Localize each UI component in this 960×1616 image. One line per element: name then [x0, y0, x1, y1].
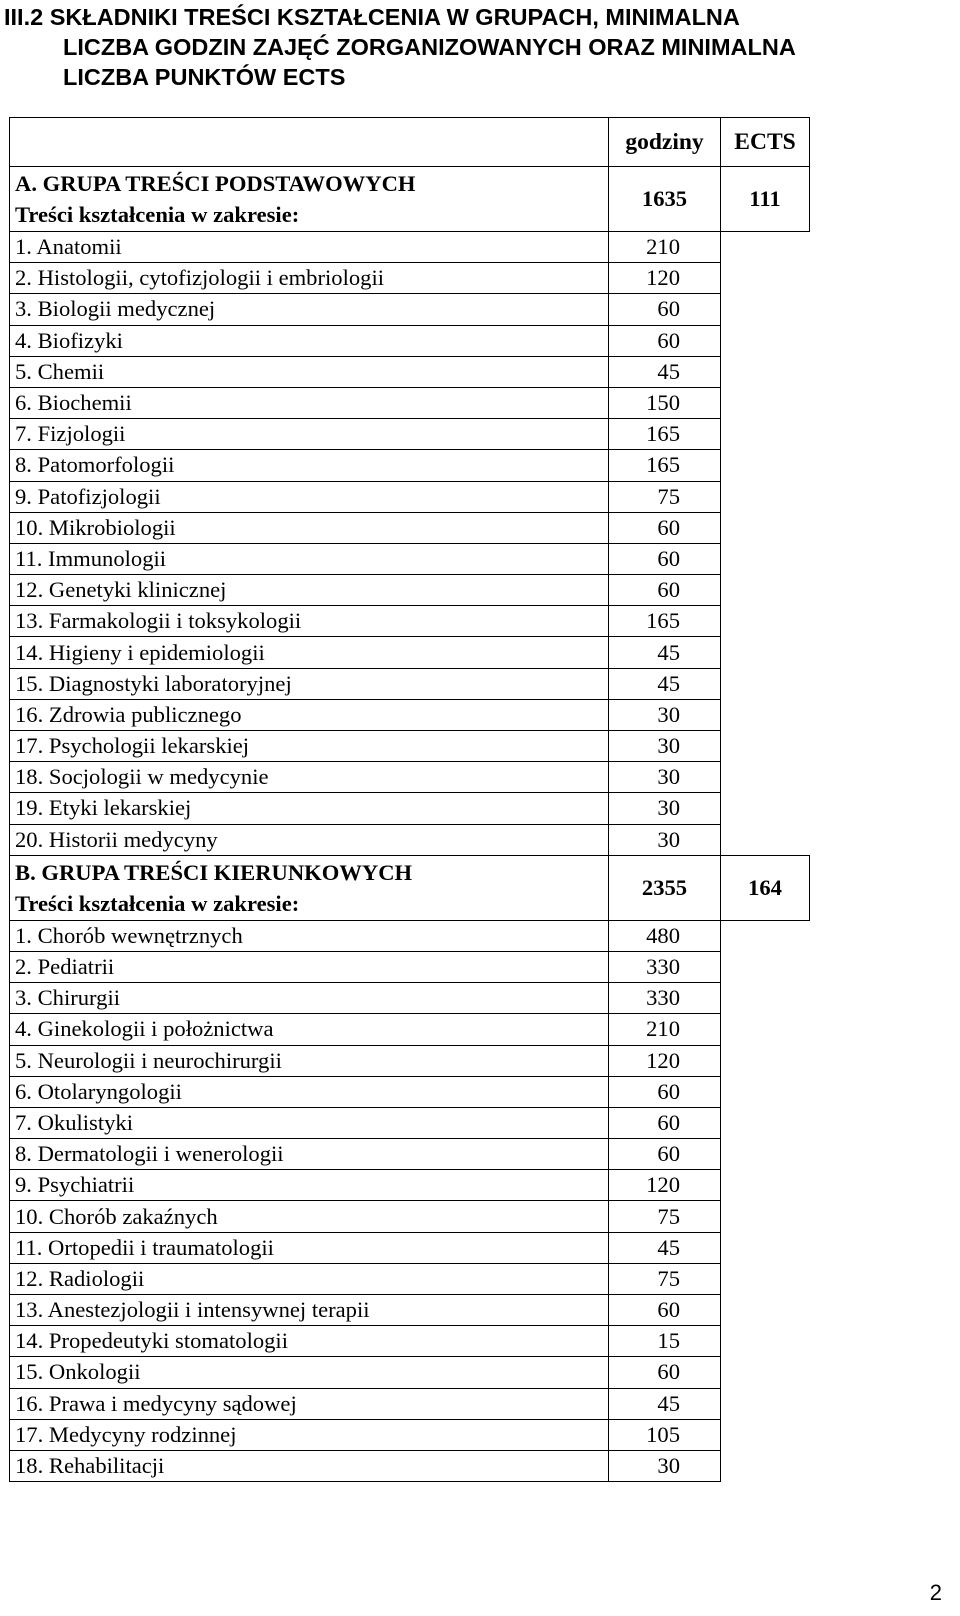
ects-empty-cell: [721, 699, 810, 730]
subject-hours: 75: [609, 1201, 721, 1232]
table-row: [10, 481, 810, 512]
subject-hours: 330: [609, 951, 721, 982]
ects-empty-cell: [721, 1107, 810, 1138]
subject-label: 13. Farmakologii i toksykologii: [10, 606, 609, 637]
table-row: [10, 419, 810, 450]
table-row: [10, 387, 810, 418]
group-title: B. GRUPA TREŚCI KIERUNKOWYCH: [15, 859, 413, 885]
table-row: [10, 356, 810, 387]
table-row: [10, 1201, 810, 1232]
ects-empty-cell: [721, 1201, 810, 1232]
table-row: [10, 951, 810, 982]
ects-empty-cell: [721, 1076, 810, 1107]
subject-label: 7. Fizjologii: [10, 419, 609, 450]
ects-empty-cell: [721, 1014, 810, 1045]
table-row: [10, 294, 810, 325]
subject-label: 6. Biochemii: [10, 387, 609, 418]
subject-hours: 60: [609, 325, 721, 356]
subject-hours: 210: [609, 1014, 721, 1045]
group-header-row: [10, 167, 810, 232]
subject-hours: 30: [609, 699, 721, 730]
table-row: [10, 1295, 810, 1326]
subject-hours: 165: [609, 450, 721, 481]
subject-label: 16. Prawa i medycyny sądowej: [10, 1388, 609, 1419]
table-row: [10, 824, 810, 855]
subject-label: 9. Psychiatrii: [10, 1170, 609, 1201]
subject-hours: 60: [609, 1295, 721, 1326]
ects-empty-cell: [721, 263, 810, 294]
ects-empty-cell: [721, 232, 810, 263]
table-row: [10, 1357, 810, 1388]
ects-empty-cell: [721, 1357, 810, 1388]
subject-hours: 120: [609, 263, 721, 294]
group-title-cell: [10, 855, 609, 920]
subject-hours: 30: [609, 1450, 721, 1481]
ects-empty-cell: [721, 543, 810, 574]
table-row: [10, 699, 810, 730]
group-subtitle: Treści kształcenia w zakresie:: [15, 202, 300, 227]
ects-empty-cell: [721, 637, 810, 668]
table-row: [10, 731, 810, 762]
ects-hours-table: [9, 117, 810, 1482]
ects-empty-cell: [721, 325, 810, 356]
group-title-cell: [10, 167, 609, 232]
subject-label: 14. Higieny i epidemiologii: [10, 637, 609, 668]
group-ects: 164: [721, 855, 810, 920]
subject-hours: 45: [609, 668, 721, 699]
ects-empty-cell: [721, 1263, 810, 1294]
ects-empty-cell: [721, 481, 810, 512]
subject-label: 18. Socjologii w medycynie: [10, 762, 609, 793]
table-row: [10, 1139, 810, 1170]
subject-label: 4. Ginekologii i położnictwa: [10, 1014, 609, 1045]
ects-empty-cell: [721, 951, 810, 982]
subject-hours: 330: [609, 983, 721, 1014]
subject-label: 3. Chirurgii: [10, 983, 609, 1014]
subject-label: 5. Neurologii i neurochirurgii: [10, 1045, 609, 1076]
ects-empty-cell: [721, 1419, 810, 1450]
subject-hours: 165: [609, 419, 721, 450]
subject-hours: 45: [609, 637, 721, 668]
subject-label: 12. Radiologii: [10, 1263, 609, 1294]
ects-empty-cell: [721, 450, 810, 481]
table-row: [10, 793, 810, 824]
subject-hours: 60: [609, 1076, 721, 1107]
subject-hours: 150: [609, 387, 721, 418]
subject-label: 19. Etyki lekarskiej: [10, 793, 609, 824]
subject-label: 15. Diagnostyki laboratoryjnej: [10, 668, 609, 699]
subject-hours: 105: [609, 1419, 721, 1450]
ects-empty-cell: [721, 1045, 810, 1076]
subject-label: 2. Histologii, cytofizjologii i embriologii: [10, 263, 609, 294]
table-row: [10, 606, 810, 637]
subject-label: 14. Propedeutyki stomatologii: [10, 1326, 609, 1357]
subject-label: 16. Zdrowia publicznego: [10, 699, 609, 730]
ects-empty-cell: [721, 1326, 810, 1357]
subject-hours: 45: [609, 356, 721, 387]
header-hours: godziny: [609, 118, 721, 167]
ects-empty-cell: [721, 1232, 810, 1263]
table-row: [10, 1388, 810, 1419]
subject-label: 11. Ortopedii i traumatologii: [10, 1232, 609, 1263]
group-hours: 2355: [609, 855, 721, 920]
group-header-row: [10, 855, 810, 920]
table-header-row: [10, 118, 810, 167]
subject-hours: 15: [609, 1326, 721, 1357]
table-row: [10, 1107, 810, 1138]
ects-empty-cell: [721, 1388, 810, 1419]
table-row: [10, 232, 810, 263]
subject-hours: 60: [609, 575, 721, 606]
table-row: [10, 762, 810, 793]
subject-label: 8. Patomorfologii: [10, 450, 609, 481]
heading-line-1: III.2 SKŁADNIKI TREŚCI KSZTAŁCENIA W GRUPACH, MINIMALNA: [4, 4, 740, 30]
subject-label: 20. Historii medycyny: [10, 824, 609, 855]
subject-hours: 75: [609, 1263, 721, 1294]
group-ects: 111: [721, 167, 810, 232]
subject-hours: 30: [609, 731, 721, 762]
table-row: [10, 1232, 810, 1263]
subject-label: 7. Okulistyki: [10, 1107, 609, 1138]
subject-label: 18. Rehabilitacji: [10, 1450, 609, 1481]
table-row: [10, 263, 810, 294]
table-row: [10, 1419, 810, 1450]
subject-label: 17. Psychologii lekarskiej: [10, 731, 609, 762]
subject-hours: 30: [609, 793, 721, 824]
ects-empty-cell: [721, 294, 810, 325]
ects-empty-cell: [721, 1295, 810, 1326]
ects-empty-cell: [721, 668, 810, 699]
table-row: [10, 1045, 810, 1076]
table-row: [10, 668, 810, 699]
subject-hours: 30: [609, 824, 721, 855]
group-title: A. GRUPA TREŚCI PODSTAWOWYCH: [15, 171, 416, 196]
subject-label: 13. Anestezjologii i intensywnej terapii: [10, 1295, 609, 1326]
table-row: [10, 512, 810, 543]
table-row: [10, 983, 810, 1014]
group-hours: 1635: [609, 167, 721, 232]
subject-hours: 60: [609, 1139, 721, 1170]
table-row: [10, 325, 810, 356]
subject-label: 15. Onkologii: [10, 1357, 609, 1388]
heading-line-3: LICZBA PUNKTÓW ECTS: [63, 64, 346, 90]
ects-empty-cell: [721, 387, 810, 418]
subject-label: 6. Otolaryngologii: [10, 1076, 609, 1107]
table-row: [10, 1170, 810, 1201]
ects-empty-cell: [721, 1139, 810, 1170]
ects-empty-cell: [721, 1450, 810, 1481]
subject-hours: 480: [609, 920, 721, 951]
subject-hours: 60: [609, 1107, 721, 1138]
subject-label: 10. Mikrobiologii: [10, 512, 609, 543]
subject-label: 1. Anatomii: [10, 232, 609, 263]
ects-empty-cell: [721, 920, 810, 951]
subject-label: 10. Chorób zakaźnych: [10, 1201, 609, 1232]
subject-hours: 210: [609, 232, 721, 263]
subject-label: 4. Biofizyki: [10, 325, 609, 356]
subject-label: 8. Dermatologii i wenerologii: [10, 1139, 609, 1170]
table-row: [10, 1076, 810, 1107]
subject-hours: 60: [609, 294, 721, 325]
table-row: [10, 1450, 810, 1481]
ects-empty-cell: [721, 762, 810, 793]
header-ects: ECTS: [721, 118, 810, 167]
subject-hours: 30: [609, 762, 721, 793]
subject-hours: 60: [609, 543, 721, 574]
subject-label: 1. Chorób wewnętrznych: [10, 920, 609, 951]
subject-hours: 45: [609, 1388, 721, 1419]
subject-hours: 75: [609, 481, 721, 512]
subject-hours: 120: [609, 1170, 721, 1201]
table-row: [10, 1014, 810, 1045]
subject-label: 2. Pediatrii: [10, 951, 609, 982]
ects-empty-cell: [721, 793, 810, 824]
ects-empty-cell: [721, 606, 810, 637]
header-blank-cell: [10, 118, 609, 167]
subject-hours: 165: [609, 606, 721, 637]
section-heading: [4, 2, 944, 92]
table-row: [10, 920, 810, 951]
subject-hours: 120: [609, 1045, 721, 1076]
ects-empty-cell: [721, 1170, 810, 1201]
table-row: [10, 1263, 810, 1294]
ects-empty-cell: [721, 575, 810, 606]
subject-hours: 45: [609, 1232, 721, 1263]
subject-label: 9. Patofizjologii: [10, 481, 609, 512]
table-row: [10, 1326, 810, 1357]
subject-hours: 60: [609, 1357, 721, 1388]
ects-empty-cell: [721, 356, 810, 387]
heading-line-2: LICZBA GODZIN ZAJĘĆ ZORGANIZOWANYCH ORAZ MINIMALNA: [63, 34, 796, 60]
subject-label: 5. Chemii: [10, 356, 609, 387]
ects-empty-cell: [721, 512, 810, 543]
ects-empty-cell: [721, 731, 810, 762]
group-subtitle: Treści kształcenia w zakresie:: [15, 890, 300, 916]
table-row: [10, 543, 810, 574]
page-number: 2: [929, 1580, 942, 1605]
ects-empty-cell: [721, 824, 810, 855]
table-row: [10, 637, 810, 668]
table-row: [10, 575, 810, 606]
table-row: [10, 450, 810, 481]
subject-label: 12. Genetyki klinicznej: [10, 575, 609, 606]
subject-label: 11. Immunologii: [10, 543, 609, 574]
subject-label: 3. Biologii medycznej: [10, 294, 609, 325]
ects-empty-cell: [721, 419, 810, 450]
subject-hours: 60: [609, 512, 721, 543]
ects-empty-cell: [721, 983, 810, 1014]
subject-label: 17. Medycyny rodzinnej: [10, 1419, 609, 1450]
